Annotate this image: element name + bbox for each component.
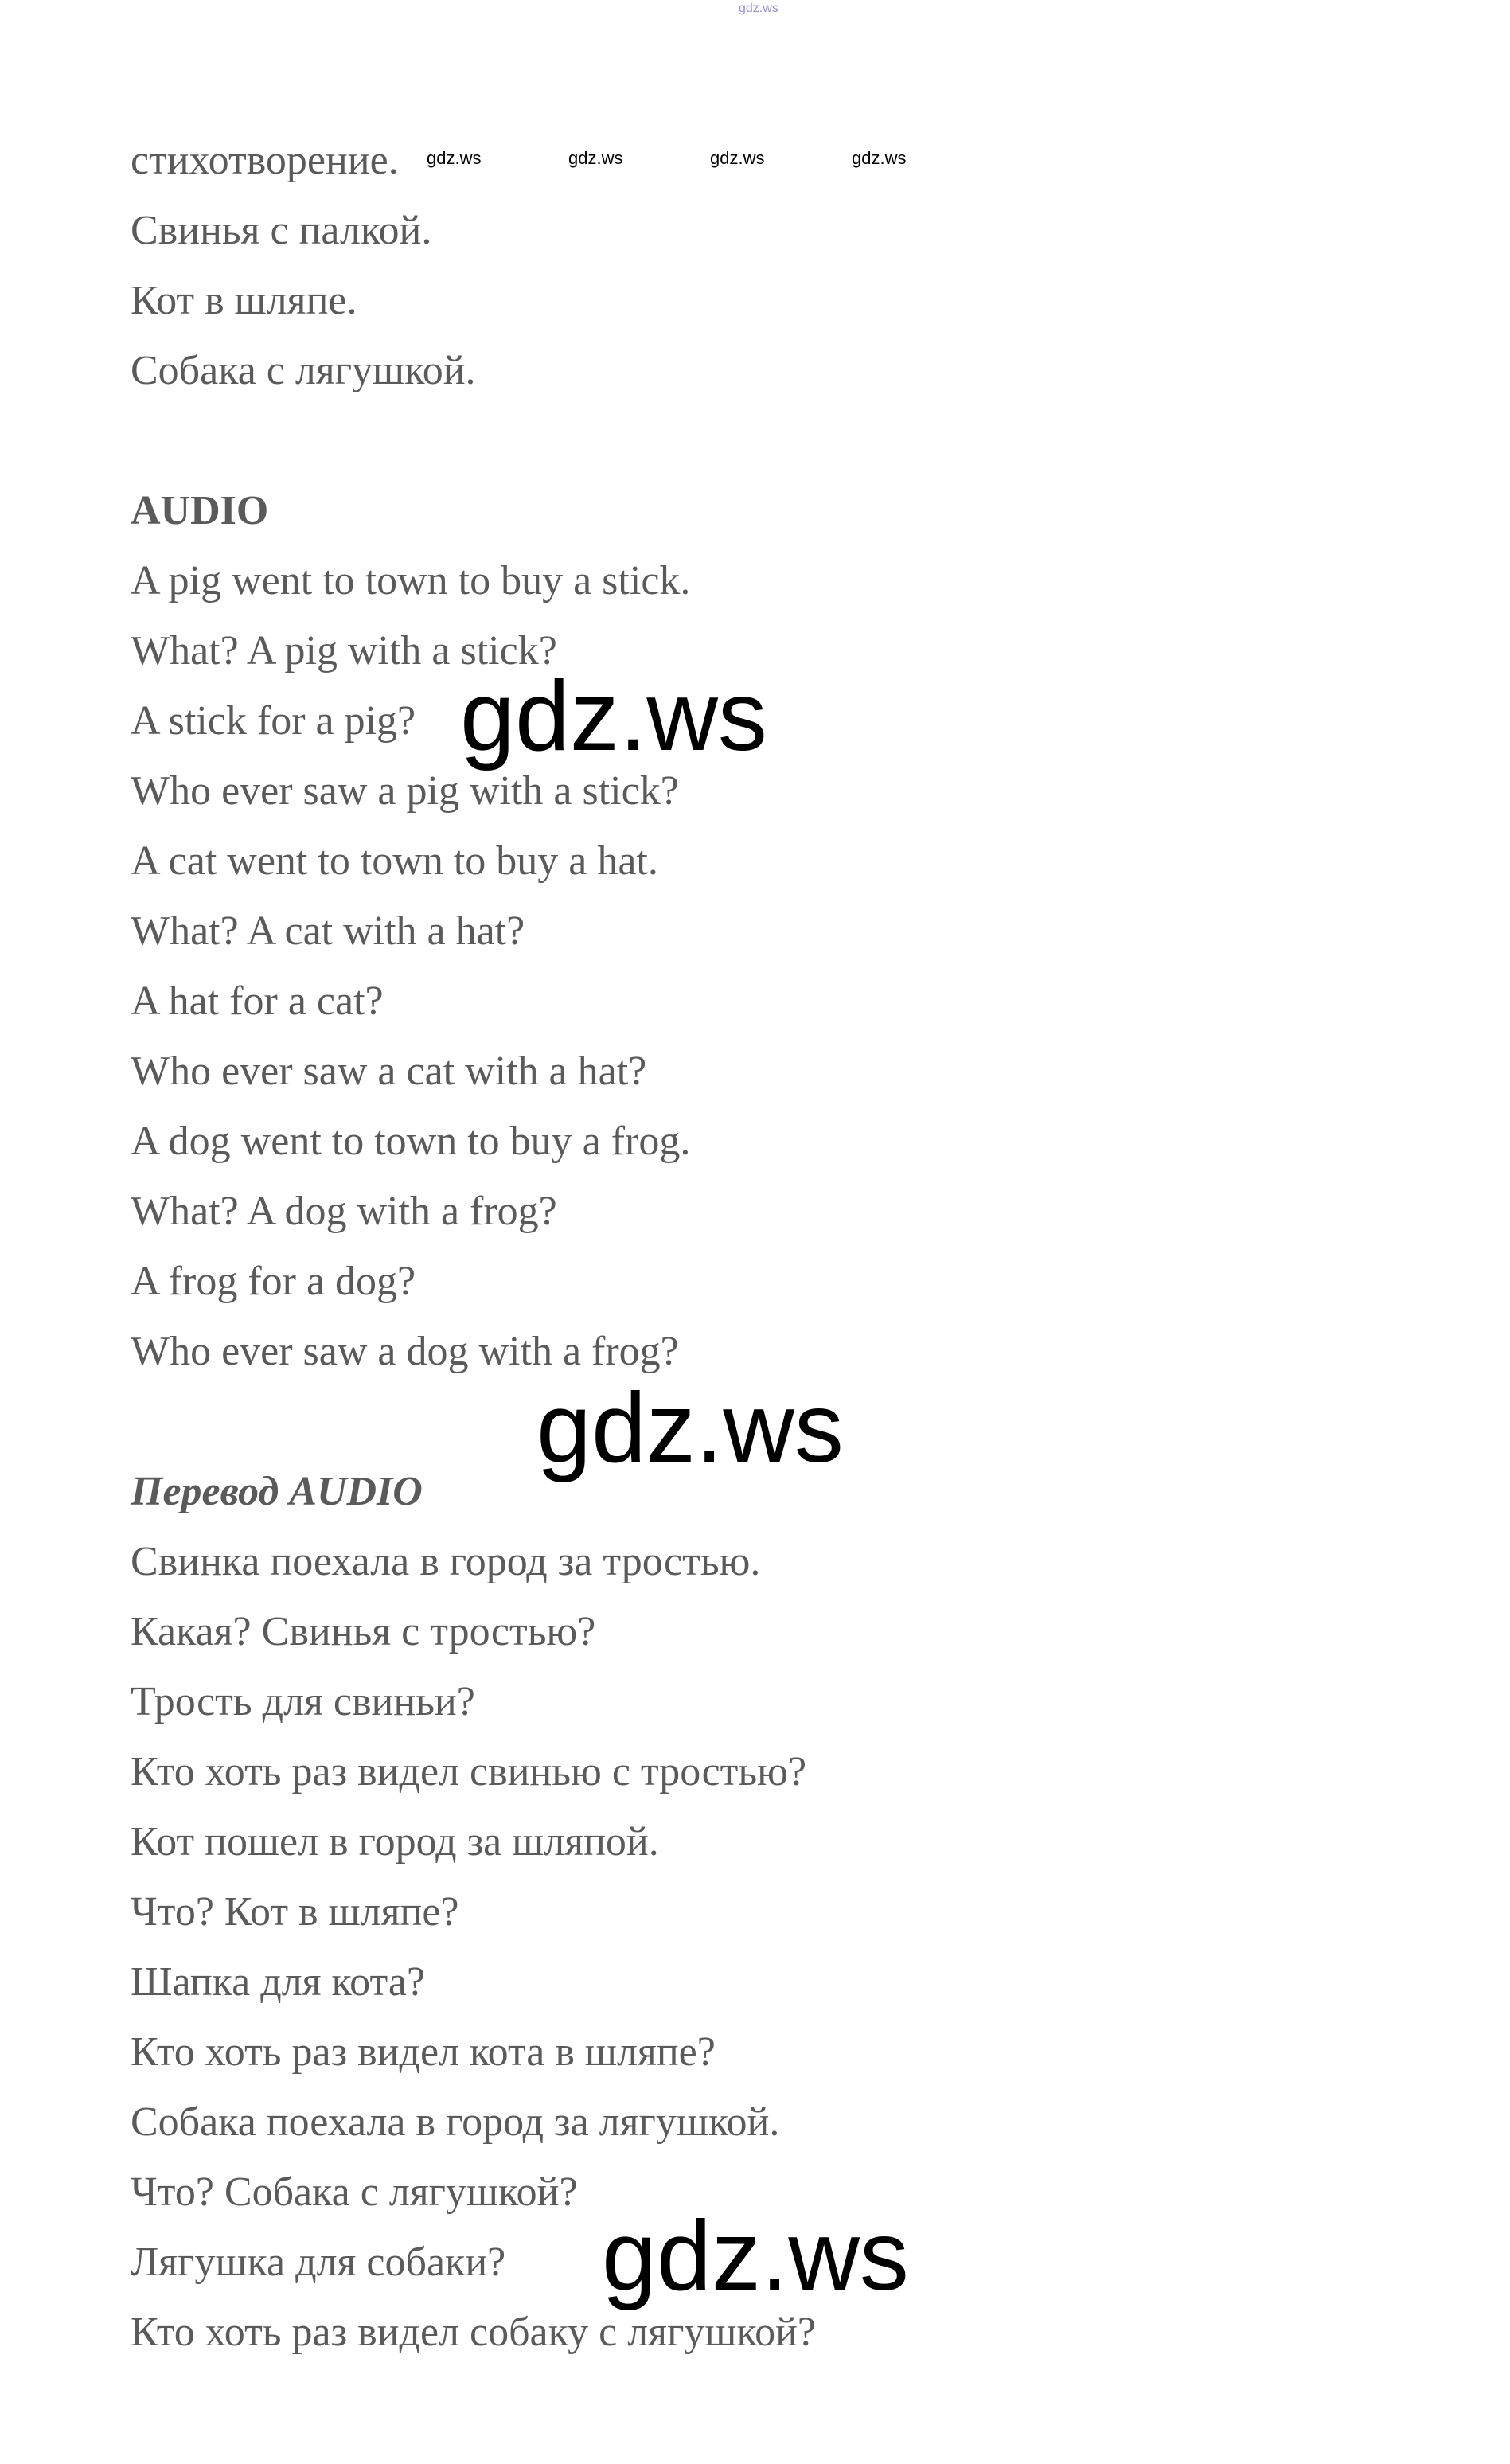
watermark-small: gdz.ws <box>427 148 482 168</box>
watermark-small: gdz.ws <box>710 148 765 168</box>
audio-line: What? A dog with a frog? <box>131 1189 557 1234</box>
audio-line: Who ever saw a pig with a stick? <box>131 768 679 814</box>
translation-line: Какая? Свинья с тростью? <box>131 1609 596 1654</box>
audio-line: Who ever saw a cat with a hat? <box>131 1048 647 1094</box>
audio-line: What? A pig with a stick? <box>131 628 557 674</box>
translation-line: Свинка поехала в город за тростью. <box>131 1539 761 1584</box>
watermark-big: gdz.ws <box>602 2201 909 2311</box>
translation-line: Кто хоть раз видел собаку с лягушкой? <box>131 2310 816 2355</box>
audio-line: A cat went to town to buy a hat. <box>131 838 658 884</box>
audio-heading: AUDIO <box>131 488 269 533</box>
watermark-small: gdz.ws <box>852 148 907 168</box>
translation-heading: Перевод AUDIO <box>131 1469 423 1514</box>
translation-line: Кто хоть раз видел свинью с тростью? <box>131 1749 807 1794</box>
translation-line: Что? Кот в шляпе? <box>131 1889 459 1935</box>
translation-line: Трость для свиньи? <box>131 1679 475 1724</box>
intro-line: стихотворение. <box>131 138 399 183</box>
audio-line: A dog went to town to buy a frog. <box>131 1119 691 1164</box>
watermark-big: gdz.ws <box>536 1373 844 1483</box>
intro-line: Собака с лягушкой. <box>131 348 476 393</box>
document-body <box>131 126 1325 2368</box>
translation-line: Кто хоть раз видел кота в шляпе? <box>131 2029 716 2075</box>
audio-line: A stick for a pig? <box>131 698 416 744</box>
translation-line: Шапка для кота? <box>131 1959 426 2005</box>
translation-line: Кот пошел в город за шляпой. <box>131 1819 659 1865</box>
audio-line: A pig went to town to buy a stick. <box>131 558 691 603</box>
audio-line: A hat for a cat? <box>131 978 384 1024</box>
translation-line: Собака поехала в город за лягушкой. <box>131 2099 780 2145</box>
audio-line: A frog for a dog? <box>131 1259 416 1304</box>
intro-line: Свинья с палкой. <box>131 208 432 253</box>
audio-line: Who ever saw a dog with a frog? <box>131 1329 679 1374</box>
audio-line: What? A cat with a hat? <box>131 908 525 954</box>
top-watermark: gdz.ws <box>739 2 778 15</box>
watermark-small: gdz.ws <box>568 148 623 168</box>
intro-line: Кот в шляпе. <box>131 278 357 323</box>
watermark-big: gdz.ws <box>460 662 767 771</box>
spacer <box>131 406 1325 476</box>
translation-line: Лягушка для собаки? <box>131 2239 506 2285</box>
translation-line: Что? Собака с лягушкой? <box>131 2169 578 2215</box>
